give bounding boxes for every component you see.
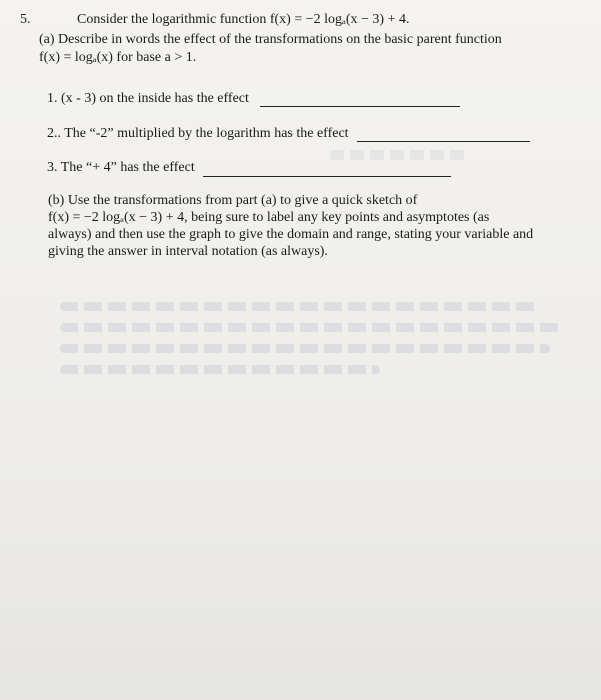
item-2-answer-blank[interactable] [357,141,530,142]
bleed-through-text-block [60,290,560,400]
part-b-line-1: (b) Use the transformations from part (a) to give a quick sketch of [48,193,418,208]
part-b-line-4: giving the answer in interval notation (as always). [48,244,328,259]
part-b-line-3: always) and then use the graph to give the domain and range, stating your variable and [48,227,534,242]
part-b-line-2: f(x) = −2 logₐ(x − 3) + 4, being sure to label any key points and asymptotes (as [48,210,490,225]
part-a-instruction: (a) Describe in words the effect of the transformations on the basic parent function [39,32,502,47]
item-2-label: 2.. The “-2” multiplied by the logarithm has the effect [47,126,349,141]
problem-header: Consider the logarithmic function f(x) = −2 logₐ(x − 3) + 4. [77,12,410,27]
item-3-label: 3. The “+ 4” has the effect [47,160,195,175]
bleed-through-text [330,150,470,160]
item-3-answer-blank[interactable] [203,176,451,177]
problem-number: 5. [20,12,31,27]
item-1-answer-blank[interactable] [260,106,460,107]
parent-function: f(x) = logₐ(x) for base a > 1. [39,50,197,65]
item-1-label: 1. (x - 3) on the inside has the effect [47,91,249,106]
